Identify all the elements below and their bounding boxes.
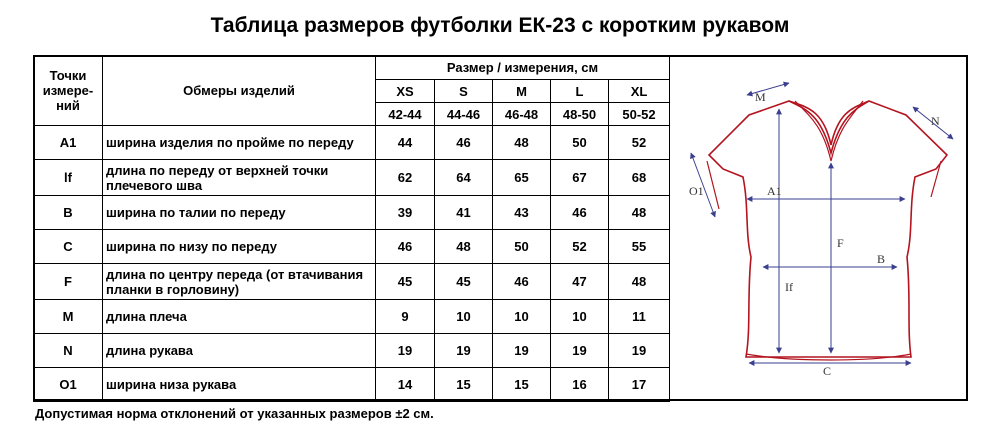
size-range: 46-48: [493, 103, 551, 126]
size-value: 46: [493, 264, 551, 300]
label-a1: A1: [767, 184, 782, 198]
size-value: 10: [551, 300, 609, 334]
size-value: 55: [609, 230, 670, 264]
size-value: 10: [435, 300, 493, 334]
tolerance-note: Допустимая норма отклонений от указанных размеров ±2 см.: [35, 406, 434, 421]
measurement-description: длина по переду от верхней точки плечевого шва: [103, 160, 376, 196]
size-value: 48: [609, 264, 670, 300]
size-value: 52: [551, 230, 609, 264]
measurement-point: C: [34, 230, 103, 264]
size-value: 41: [435, 196, 493, 230]
size-label: M: [493, 80, 551, 103]
size-value: 48: [435, 230, 493, 264]
size-value: 52: [609, 126, 670, 160]
size-label: S: [435, 80, 493, 103]
size-range: 50-52: [609, 103, 670, 126]
size-value: 15: [435, 368, 493, 402]
size-value: 46: [551, 196, 609, 230]
size-range: 48-50: [551, 103, 609, 126]
measurement-point: lf: [34, 160, 103, 196]
size-value: 50: [551, 126, 609, 160]
size-value: 68: [609, 160, 670, 196]
size-value: 64: [435, 160, 493, 196]
size-value: 45: [376, 264, 435, 300]
size-value: 48: [609, 196, 670, 230]
measurement-point: B: [34, 196, 103, 230]
label-b: B: [877, 252, 886, 266]
size-value: 46: [435, 126, 493, 160]
measurement-description: длина плеча: [103, 300, 376, 334]
measurement-description: длина по центру переда (от втачивания планки в горловину): [103, 264, 376, 300]
size-range: 44-46: [435, 103, 493, 126]
header-measurements: Обмеры изделий: [103, 56, 376, 126]
size-value: 39: [376, 196, 435, 230]
page-title: Таблица размеров футболки ЕК-23 с коротким рукавом: [210, 14, 790, 37]
size-value: 19: [435, 334, 493, 368]
measurement-point: O1: [34, 368, 103, 402]
size-range: 42-44: [376, 103, 435, 126]
size-value: 9: [376, 300, 435, 334]
measurement-point: A1: [34, 126, 103, 160]
measurement-description: ширина низа рукава: [103, 368, 376, 402]
header-points: Точки измере-ний: [34, 56, 103, 126]
label-c: C: [823, 364, 832, 378]
label-if: If: [785, 280, 793, 294]
size-value: 44: [376, 126, 435, 160]
size-value: 67: [551, 160, 609, 196]
label-n: N: [931, 114, 940, 128]
size-label: XL: [609, 80, 670, 103]
size-value: 62: [376, 160, 435, 196]
size-value: 45: [435, 264, 493, 300]
tshirt-outline: [709, 101, 947, 357]
size-value: 15: [493, 368, 551, 402]
size-value: 17: [609, 368, 670, 402]
measurement-point: M: [34, 300, 103, 334]
label-o1: O1: [689, 184, 704, 198]
measurement-point: N: [34, 334, 103, 368]
size-value: 14: [376, 368, 435, 402]
measurement-description: ширина изделия по пройме по переду: [103, 126, 376, 160]
tshirt-diagram: [671, 57, 966, 399]
size-value: 19: [493, 334, 551, 368]
size-value: 19: [551, 334, 609, 368]
measurement-description: ширина по талии по переду: [103, 196, 376, 230]
size-value: 43: [493, 196, 551, 230]
measurement-point: F: [34, 264, 103, 300]
size-value: 46: [376, 230, 435, 264]
size-value: 10: [493, 300, 551, 334]
size-value: 19: [376, 334, 435, 368]
size-value: 65: [493, 160, 551, 196]
size-value: 16: [551, 368, 609, 402]
size-value: 47: [551, 264, 609, 300]
measurement-description: длина рукава: [103, 334, 376, 368]
label-m: M: [755, 90, 766, 104]
size-value: 48: [493, 126, 551, 160]
size-label: L: [551, 80, 609, 103]
size-label: XS: [376, 80, 435, 103]
header-size: Размер / измерения, см: [376, 56, 670, 80]
size-value: 50: [493, 230, 551, 264]
size-value: 19: [609, 334, 670, 368]
measurement-description: ширина по низу по переду: [103, 230, 376, 264]
label-f: F: [837, 236, 844, 250]
size-value: 11: [609, 300, 670, 334]
